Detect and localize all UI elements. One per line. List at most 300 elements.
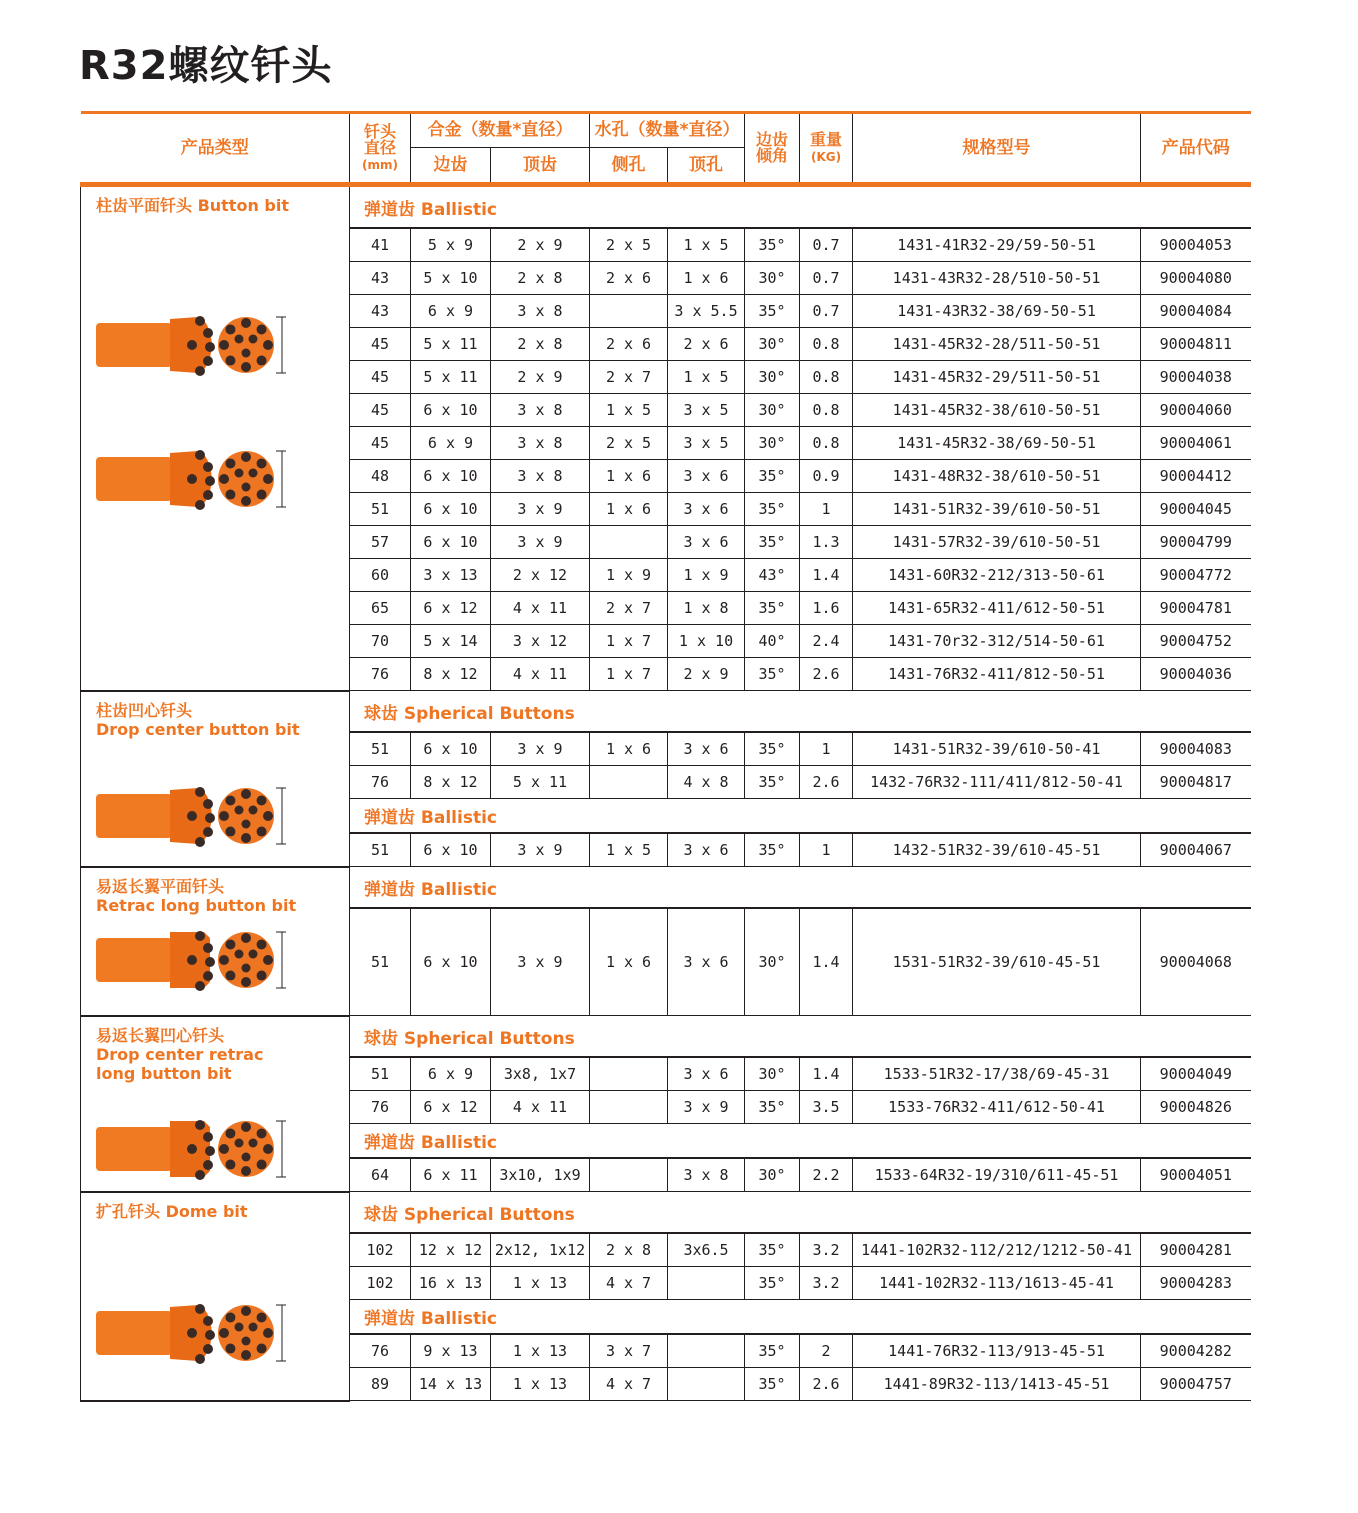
side-hole-cell: 1 x 6 [590,460,668,493]
top-hole-cell: 3 x 6 [668,460,745,493]
side-hole-cell: 2 x 5 [590,427,668,460]
weight-cell: 0.8 [800,361,853,394]
code-cell: 90004068 [1141,908,1251,1016]
top-teeth-cell: 5 x 11 [491,766,590,799]
header-angle-line1: 边齿 [756,130,789,149]
dome-bit-icon [96,1303,296,1367]
diameter-cell: 45 [350,328,411,361]
bit-face-button [257,795,267,805]
bit-button [205,1146,215,1156]
bit-face-button [225,458,235,468]
top-teeth-cell: 2 x 9 [491,361,590,394]
top-hole-cell: 1 x 8 [668,592,745,625]
side-hole-cell [590,1091,668,1124]
weight-cell: 1.4 [800,559,853,592]
code-cell: 90004067 [1141,833,1251,867]
bit-shaft [96,457,172,501]
spec-cell: 1431-76R32-411/812-50-51 [853,658,1141,691]
bit-face-button [225,324,235,334]
top-teeth-cell: 2 x 8 [491,328,590,361]
bit-face-button [249,1322,258,1331]
top-hole-cell: 3 x 6 [668,493,745,526]
spec-cell: 1431-57R32-39/610-50-51 [853,526,1141,559]
bit-face-button [249,1138,258,1147]
code-cell: 90004811 [1141,328,1251,361]
bit-face-button [257,970,267,980]
weight-cell: 0.7 [800,228,853,262]
angle-cell: 30° [745,1158,800,1192]
diameter-cell: 57 [350,526,411,559]
header-product-type: 产品类型 [180,137,249,158]
side-teeth-cell: 6 x 9 [411,1057,491,1091]
group-name: 球齿 Spherical Buttons [350,1016,1251,1058]
diameter-cell: 76 [350,658,411,691]
code-cell: 90004061 [1141,427,1251,460]
diameter-cell: 45 [350,394,411,427]
side-teeth-cell: 5 x 11 [411,328,491,361]
side-hole-cell: 2 x 8 [590,1233,668,1267]
bit-button [203,1344,213,1354]
top-teeth-cell: 1 x 13 [491,1267,590,1300]
side-teeth-cell: 16 x 13 [411,1267,491,1300]
code-cell: 90004772 [1141,559,1251,592]
bit-button [195,981,205,991]
spec-table-container [80,111,1250,1402]
weight-cell: 3.2 [800,1267,853,1300]
code-cell: 90004060 [1141,394,1251,427]
category-cell [81,1192,350,1401]
top-teeth-cell: 2 x 9 [491,228,590,262]
header-diameter-line2: 直径 [363,137,396,157]
top-teeth-cell: 3x10, 1x9 [491,1158,590,1192]
header-angle-line2: 倾角 [756,146,789,165]
top-teeth-cell: 2x12, 1x12 [491,1233,590,1267]
bit-button [187,955,197,965]
bit-face-button [219,340,229,350]
top-hole-cell [668,1267,745,1300]
spec-cell: 1431-65R32-411/612-50-51 [853,592,1141,625]
category-label: Drop center retrac [96,1044,264,1064]
bit-button [195,450,205,460]
top-hole-cell: 3 x 5 [668,427,745,460]
side-hole-cell: 2 x 6 [590,328,668,361]
category-label: 易返长翼凹心钎头 [96,1025,225,1045]
side-hole-cell: 4 x 7 [590,1368,668,1401]
spec-cell: 1432-51R32-39/610-45-51 [853,833,1141,867]
angle-cell: 35° [745,1368,800,1401]
bit-face-button [235,949,244,958]
angle-cell: 35° [745,295,800,328]
bit-face-button [242,963,251,972]
bit-face-button [225,1343,235,1353]
top-teeth-cell: 4 x 11 [491,658,590,691]
side-hole-cell: 1 x 7 [590,625,668,658]
bit-face-button [249,335,258,344]
side-teeth-cell: 6 x 10 [411,493,491,526]
side-teeth-cell: 6 x 10 [411,732,491,766]
bit-face-button [219,1328,229,1338]
bit-face-button [263,1328,273,1338]
bit-button [195,837,205,847]
page-title: R32螺纹钎头 [79,43,333,89]
spec-cell: 1431-43R32-38/69-50-51 [853,295,1141,328]
bit-face-button [241,1350,251,1360]
category-label: 柱齿凹心钎头 [96,700,193,720]
bit-face-button [242,483,251,492]
category-label: 扩孔钎头 Dome bit [96,1201,248,1221]
angle-cell: 35° [745,1091,800,1124]
top-hole-cell: 2 x 6 [668,328,745,361]
bit-face-button [225,939,235,949]
spec-cell: 1431-45R32-38/69-50-51 [853,427,1141,460]
side-teeth-cell: 8 x 12 [411,658,491,691]
bit-face-button [235,1322,244,1331]
angle-cell: 30° [745,328,800,361]
group-name: 球齿 Spherical Buttons [350,691,1251,733]
diameter-cell: 43 [350,262,411,295]
side-teeth-cell: 6 x 10 [411,526,491,559]
side-teeth-cell: 5 x 14 [411,625,491,658]
angle-cell: 43° [745,559,800,592]
top-teeth-cell: 3 x 9 [491,526,590,559]
bit-face-button [241,933,251,943]
drop-center-retrac-bit-icon [96,1119,296,1183]
group-name: 弹道齿 Ballistic [350,185,1251,229]
weight-cell: 0.8 [800,394,853,427]
category-cell [81,867,350,1016]
code-cell: 90004752 [1141,625,1251,658]
header-spec: 规格型号 [853,113,1141,185]
angle-cell: 35° [745,1233,800,1267]
side-teeth-cell: 6 x 11 [411,1158,491,1192]
top-teeth-cell: 2 x 12 [491,559,590,592]
bit-face-button [241,496,251,506]
weight-cell: 0.9 [800,460,853,493]
side-teeth-cell: 12 x 12 [411,1233,491,1267]
bit-face-button [263,955,273,965]
diameter-cell: 51 [350,732,411,766]
bit-face-button [225,795,235,805]
top-hole-cell: 3 x 6 [668,1057,745,1091]
code-cell: 90004826 [1141,1091,1251,1124]
bit-button [195,1304,205,1314]
side-teeth-cell: 3 x 13 [411,559,491,592]
side-hole-cell: 1 x 6 [590,908,668,1016]
header-diameter [350,113,411,185]
header-diameter-unit: (mm) [362,157,398,172]
category-label: long button bit [96,1063,232,1083]
group-header-row [81,185,1251,229]
bit-face-button [249,949,258,958]
bit-face-button [242,1336,251,1345]
weight-cell: 0.8 [800,328,853,361]
bit-face-button [219,955,229,965]
angle-cell: 35° [745,228,800,262]
spec-cell: 1431-51R32-39/610-50-41 [853,732,1141,766]
top-hole-cell: 4 x 8 [668,766,745,799]
group-header-row [81,1192,1251,1234]
bit-face-button [263,811,273,821]
top-teeth-cell: 3 x 9 [491,833,590,867]
spec-cell: 1431-60R32-212/313-50-61 [853,559,1141,592]
code-cell: 90004049 [1141,1057,1251,1091]
bit-face-button [249,469,258,478]
weight-cell: 2.2 [800,1158,853,1192]
bit-face-button [257,1128,267,1138]
side-hole-cell: 2 x 6 [590,262,668,295]
bit-face-button [257,1312,267,1322]
bit-face-button [263,1144,273,1154]
diameter-cell: 45 [350,361,411,394]
bit-button [195,1170,205,1180]
bit-face-button [257,939,267,949]
bit-face-button [241,1306,251,1316]
category-cell [81,185,350,691]
angle-cell: 35° [745,766,800,799]
bit-face-button [225,826,235,836]
bit-button [195,316,205,326]
bit-button [203,1316,213,1326]
angle-cell: 30° [745,908,800,1016]
top-teeth-cell: 3 x 12 [491,625,590,658]
code-cell: 90004080 [1141,262,1251,295]
header-angle [745,113,800,185]
group-name: 弹道齿 Ballistic [350,799,1251,834]
top-hole-cell: 2 x 9 [668,658,745,691]
bit-button [205,957,215,967]
bit-face-button [235,1138,244,1147]
spec-cell: 1431-48R32-38/610-50-51 [853,460,1141,493]
bit-shaft [96,1127,172,1171]
side-teeth-cell: 6 x 10 [411,460,491,493]
top-teeth-cell: 2 x 8 [491,262,590,295]
bit-face-button [241,318,251,328]
bit-face-button [235,805,244,814]
spec-cell: 1431-45R32-28/511-50-51 [853,328,1141,361]
category-label: Drop center button bit [96,719,300,739]
button-bit-icon [96,315,296,379]
category-cell [81,691,350,867]
side-hole-cell: 2 x 5 [590,228,668,262]
code-cell: 90004412 [1141,460,1251,493]
bit-face-button [241,1166,251,1176]
weight-cell: 1.4 [800,1057,853,1091]
bit-face-button [249,805,258,814]
side-hole-cell: 1 x 9 [590,559,668,592]
weight-cell: 1.6 [800,592,853,625]
bit-face-button [241,452,251,462]
bit-face-button [225,970,235,980]
top-teeth-cell: 4 x 11 [491,592,590,625]
side-teeth-cell: 5 x 9 [411,228,491,262]
side-hole-cell: 1 x 5 [590,833,668,867]
spec-cell: 1431-45R32-29/511-50-51 [853,361,1141,394]
top-hole-cell: 1 x 5 [668,361,745,394]
top-hole-cell: 1 x 9 [668,559,745,592]
group-header-row [81,867,1251,909]
bit-face-button [241,833,251,843]
spec-cell: 1431-43R32-28/510-50-51 [853,262,1141,295]
top-teeth-cell: 4 x 11 [491,1091,590,1124]
bit-face-button [257,490,267,500]
spec-cell: 1441-89R32-113/1413-45-51 [853,1368,1141,1401]
bit-face-button [235,469,244,478]
spec-cell: 1441-102R32-112/212/1212-50-41 [853,1233,1141,1267]
bit-button [205,813,215,823]
code-cell: 90004084 [1141,295,1251,328]
group-name: 弹道齿 Ballistic [350,1124,1251,1159]
bit-face-button [219,1144,229,1154]
top-teeth-cell: 3 x 9 [491,732,590,766]
diameter-cell: 70 [350,625,411,658]
header-diameter-line1: 钎头 [363,121,396,141]
bit-face-button [242,819,251,828]
top-hole-cell: 3 x 6 [668,833,745,867]
weight-cell: 1 [800,833,853,867]
bit-button [205,476,215,486]
side-hole-cell [590,1057,668,1091]
bit-button [205,1330,215,1340]
category-label: 易返长翼平面钎头 [96,876,225,896]
bit-face-button [257,1159,267,1169]
bit-button [187,811,197,821]
side-hole-cell: 1 x 7 [590,658,668,691]
angle-cell: 30° [745,1057,800,1091]
weight-cell: 1 [800,493,853,526]
bit-button [187,474,197,484]
side-hole-cell: 4 x 7 [590,1267,668,1300]
bit-button [187,1328,197,1338]
angle-cell: 30° [745,262,800,295]
bit-button [203,328,213,338]
top-hole-cell: 3 x 6 [668,732,745,766]
bit-button [187,1144,197,1154]
diameter-cell: 89 [350,1368,411,1401]
side-hole-cell [590,1158,668,1192]
bit-button [203,827,213,837]
header-weight-unit: (KG) [810,149,842,164]
header-side-hole: 侧孔 [590,148,668,185]
top-teeth-cell: 3x8, 1x7 [491,1057,590,1091]
top-hole-cell [668,1368,745,1401]
diameter-cell: 102 [350,1233,411,1267]
angle-cell: 35° [745,526,800,559]
code-cell: 90004281 [1141,1233,1251,1267]
bit-face-button [219,474,229,484]
bit-face-button [241,977,251,987]
bit-button [205,342,215,352]
spec-cell: 1432-76R32-111/411/812-50-41 [853,766,1141,799]
diameter-cell: 51 [350,833,411,867]
angle-cell: 35° [745,732,800,766]
angle-cell: 35° [745,658,800,691]
angle-cell: 30° [745,427,800,460]
angle-cell: 30° [745,361,800,394]
code-cell: 90004283 [1141,1267,1251,1300]
side-hole-cell: 2 x 7 [590,592,668,625]
spec-cell: 1441-102R32-113/1613-45-41 [853,1267,1141,1300]
side-teeth-cell: 6 x 9 [411,295,491,328]
header-side-teeth: 边齿 [411,148,491,185]
category-cell [81,1016,350,1192]
category-label: Retrac long button bit [96,895,297,915]
side-teeth-cell: 5 x 11 [411,361,491,394]
category-label: 柱齿平面钎头 Button bit [96,196,289,215]
side-hole-cell [590,526,668,559]
bit-shaft [96,938,172,982]
diameter-cell: 76 [350,1091,411,1124]
bit-button [195,787,205,797]
side-hole-cell: 1 x 6 [590,732,668,766]
spec-cell: 1431-45R32-38/610-50-51 [853,394,1141,427]
bit-button [203,1132,213,1142]
angle-cell: 35° [745,1267,800,1300]
diameter-cell: 51 [350,493,411,526]
bit-face-button [225,490,235,500]
angle-cell: 35° [745,592,800,625]
bit-shaft [96,1311,172,1355]
top-hole-cell: 1 x 10 [668,625,745,658]
top-teeth-cell: 3 x 8 [491,427,590,460]
side-hole-cell: 1 x 6 [590,493,668,526]
top-hole-cell: 3 x 9 [668,1091,745,1124]
side-teeth-cell: 9 x 13 [411,1334,491,1368]
diameter-cell: 41 [350,228,411,262]
code-cell: 90004817 [1141,766,1251,799]
top-teeth-cell: 1 x 13 [491,1334,590,1368]
angle-cell: 35° [745,833,800,867]
angle-cell: 30° [745,394,800,427]
top-hole-cell: 3 x 6 [668,908,745,1016]
drop-center-bit-icon [96,786,296,850]
bit-button [195,931,205,941]
header-water-hole: 水孔（数量*直径） [590,113,745,148]
side-teeth-cell: 6 x 10 [411,908,491,1016]
side-teeth-cell: 14 x 13 [411,1368,491,1401]
code-cell: 90004045 [1141,493,1251,526]
spec-cell: 1531-51R32-39/610-45-51 [853,908,1141,1016]
side-teeth-cell: 5 x 10 [411,262,491,295]
bit-face-button [257,458,267,468]
spec-cell: 1431-51R32-39/610-50-51 [853,493,1141,526]
weight-cell: 0.7 [800,295,853,328]
diameter-cell: 60 [350,559,411,592]
group-header-row [81,1016,1251,1058]
bit-button [203,943,213,953]
code-cell: 90004781 [1141,592,1251,625]
top-hole-cell: 3 x 5.5 [668,295,745,328]
header-weight [800,113,853,185]
diameter-cell: 76 [350,1334,411,1368]
code-cell: 90004799 [1141,526,1251,559]
weight-cell: 0.8 [800,427,853,460]
weight-cell: 2.6 [800,658,853,691]
side-hole-cell [590,295,668,328]
spec-cell: 1441-76R32-113/913-45-51 [853,1334,1141,1368]
bit-face-button [257,826,267,836]
weight-cell: 2.6 [800,1368,853,1401]
top-hole-cell: 3 x 8 [668,1158,745,1192]
diameter-cell: 43 [350,295,411,328]
angle-cell: 35° [745,493,800,526]
top-hole-cell [668,1334,745,1368]
top-hole-cell: 1 x 6 [668,262,745,295]
code-cell: 90004282 [1141,1334,1251,1368]
bit-face-button [219,811,229,821]
bit-button [195,500,205,510]
code-cell: 90004757 [1141,1368,1251,1401]
bit-face-button [257,356,267,366]
